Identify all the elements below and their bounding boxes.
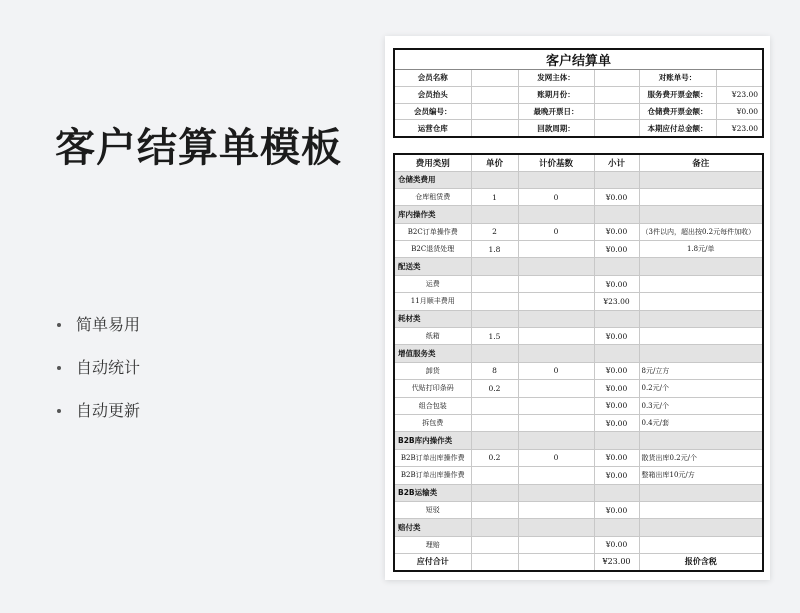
empty-cell	[639, 345, 763, 362]
header-value[interactable]	[594, 86, 639, 103]
fee-row	[394, 362, 763, 379]
fee-note[interactable]: 0.4元/套	[639, 414, 763, 431]
fee-base[interactable]	[518, 380, 594, 397]
feature-label: 自动统计	[76, 358, 141, 377]
col-header-category: 费用类别	[394, 154, 471, 171]
header-label: 会员编号：	[394, 103, 471, 120]
empty-cell	[471, 171, 518, 188]
empty-cell	[471, 258, 518, 275]
header-row	[394, 86, 763, 103]
empty-cell	[518, 345, 594, 362]
empty-cell	[639, 484, 763, 501]
fee-row	[394, 449, 763, 466]
category-row	[394, 432, 763, 449]
fee-base[interactable]	[518, 275, 594, 292]
feature-item	[55, 355, 140, 398]
fee-note[interactable]	[639, 188, 763, 205]
fee-subtotal: ¥0.00	[594, 536, 639, 553]
fee-name: B2C订单操作费	[394, 223, 471, 240]
col-header-base: 计价基数	[518, 154, 594, 171]
header-label: 账期月份：	[518, 86, 594, 103]
fee-subtotal: ¥0.00	[594, 501, 639, 518]
feature-label: 自动更新	[76, 401, 141, 420]
fee-subtotal: ¥0.00	[594, 188, 639, 205]
fee-note[interactable]	[639, 328, 763, 345]
fee-row	[394, 414, 763, 431]
category-label: B2B运输类	[394, 484, 471, 501]
header-value[interactable]	[471, 70, 518, 87]
fee-row	[394, 380, 763, 397]
fee-price[interactable]	[471, 501, 518, 518]
fee-note[interactable]: 散货出库0.2元/个	[639, 449, 763, 466]
sheet-header-table	[393, 48, 764, 138]
fee-note[interactable]	[639, 501, 763, 518]
fee-subtotal: ¥0.00	[594, 223, 639, 240]
fee-name: 运费	[394, 275, 471, 292]
empty-cell	[594, 519, 639, 536]
col-header-subtotal: 小计	[594, 154, 639, 171]
fee-price[interactable]	[471, 536, 518, 553]
fee-subtotal: ¥0.00	[594, 467, 639, 484]
fee-note[interactable]: 0.2元/个	[639, 380, 763, 397]
fee-base[interactable]	[518, 501, 594, 518]
feature-label: 简单易用	[76, 315, 141, 334]
empty-cell	[471, 484, 518, 501]
category-row	[394, 310, 763, 327]
fee-price[interactable]: 0.2	[471, 380, 518, 397]
empty-cell	[518, 432, 594, 449]
fee-row	[394, 536, 763, 553]
fee-row	[394, 501, 763, 518]
sheet-title: 客户结算单	[394, 49, 763, 70]
category-label: 赔付类	[394, 519, 471, 536]
fee-name: B2C退货处理	[394, 241, 471, 258]
empty-cell	[471, 519, 518, 536]
header-label: 会员名称	[394, 70, 471, 87]
total-subtotal: ¥23.00	[594, 554, 639, 571]
fee-name: 卸货	[394, 362, 471, 379]
col-header-price: 单价	[471, 154, 518, 171]
empty-cell	[594, 310, 639, 327]
fee-name: 拆包费	[394, 414, 471, 431]
category-label: 仓储类费用	[394, 171, 471, 188]
fee-row	[394, 397, 763, 414]
empty-cell	[639, 171, 763, 188]
header-label: 会员抬头	[394, 86, 471, 103]
header-value[interactable]	[594, 120, 639, 137]
total-label: 应付合计	[394, 554, 471, 571]
fee-subtotal: ¥0.00	[594, 449, 639, 466]
header-row	[394, 103, 763, 120]
fee-base[interactable]	[518, 536, 594, 553]
fee-note[interactable]	[639, 275, 763, 292]
header-row	[394, 120, 763, 137]
category-row	[394, 345, 763, 362]
empty-cell	[639, 258, 763, 275]
empty-cell	[639, 310, 763, 327]
fee-base[interactable]	[518, 467, 594, 484]
header-value[interactable]	[594, 103, 639, 120]
fee-note[interactable]: （3件以内，超出按0.2元每件加收）	[639, 223, 763, 240]
header-value[interactable]	[594, 70, 639, 87]
fee-row	[394, 275, 763, 292]
header-value[interactable]: ¥0.00	[716, 103, 763, 120]
fee-note[interactable]: 8元/立方	[639, 362, 763, 379]
fee-base[interactable]	[518, 241, 594, 258]
fee-note[interactable]: 整箱出库10元/方	[639, 467, 763, 484]
fee-base[interactable]: 0	[518, 188, 594, 205]
fee-name: 理赔	[394, 536, 471, 553]
empty-cell	[518, 519, 594, 536]
fee-price[interactable]	[471, 275, 518, 292]
empty-cell	[639, 206, 763, 223]
fee-subtotal: ¥0.00	[594, 380, 639, 397]
header-value[interactable]	[471, 120, 518, 137]
fee-subtotal: ¥23.00	[594, 293, 639, 310]
fee-base[interactable]	[518, 293, 594, 310]
fee-base[interactable]: 0	[518, 223, 594, 240]
fee-note[interactable]: 0.3元/个	[639, 397, 763, 414]
fee-row	[394, 188, 763, 205]
fee-price[interactable]: 1.5	[471, 328, 518, 345]
category-label: 耗材类	[394, 310, 471, 327]
fee-name: 纸箱	[394, 328, 471, 345]
bullet-icon	[57, 323, 61, 327]
fee-name: 11月顺丰费用	[394, 293, 471, 310]
header-label: 最晚开票日：	[518, 103, 594, 120]
header-label: 运营仓库	[394, 120, 471, 137]
category-label: 增值服务类	[394, 345, 471, 362]
header-value[interactable]: ¥23.00	[716, 120, 763, 137]
fee-price[interactable]	[471, 467, 518, 484]
feature-item	[55, 398, 140, 441]
fee-base[interactable]: 0	[518, 449, 594, 466]
fee-name: B2B订单出库操作费	[394, 467, 471, 484]
fee-subtotal: ¥0.00	[594, 328, 639, 345]
empty-cell	[471, 206, 518, 223]
category-label: B2B库内操作类	[394, 432, 471, 449]
empty-cell	[594, 345, 639, 362]
header-value[interactable]	[716, 70, 763, 87]
category-row	[394, 484, 763, 501]
category-row	[394, 519, 763, 536]
col-header-note: 备注	[639, 154, 763, 171]
feature-item	[55, 312, 140, 355]
bullet-icon	[57, 409, 61, 413]
fee-name: 仓库租赁费	[394, 188, 471, 205]
empty-cell	[594, 432, 639, 449]
empty-cell	[471, 345, 518, 362]
category-label: 配送类	[394, 258, 471, 275]
header-value[interactable]: ¥23.00	[716, 86, 763, 103]
fee-price[interactable]	[471, 397, 518, 414]
fee-note[interactable]	[639, 536, 763, 553]
empty-cell	[471, 432, 518, 449]
template-title: 客户结算单模板	[55, 125, 342, 171]
fee-base[interactable]	[518, 397, 594, 414]
fee-note[interactable]	[639, 293, 763, 310]
settlement-sheet	[385, 36, 770, 580]
fee-subtotal: ¥0.00	[594, 397, 639, 414]
header-label: 对账单号：	[639, 70, 716, 87]
fee-table	[393, 153, 764, 572]
empty-cell	[471, 310, 518, 327]
empty-cell	[518, 484, 594, 501]
header-label: 发网主体：	[518, 70, 594, 87]
fee-subtotal: ¥0.00	[594, 362, 639, 379]
fee-subtotal: ¥0.00	[594, 414, 639, 431]
empty-cell	[518, 554, 594, 571]
header-label: 仓储费开票金额：	[639, 103, 716, 120]
empty-cell	[594, 484, 639, 501]
fee-subtotal: ¥0.00	[594, 241, 639, 258]
empty-cell	[639, 432, 763, 449]
header-value[interactable]	[471, 86, 518, 103]
category-row	[394, 258, 763, 275]
empty-cell	[518, 206, 594, 223]
fee-price[interactable]: 1	[471, 188, 518, 205]
bullet-icon	[57, 366, 61, 370]
header-label: 服务费开票金额：	[639, 86, 716, 103]
category-row	[394, 171, 763, 188]
category-label: 库内操作类	[394, 206, 471, 223]
fee-price[interactable]	[471, 414, 518, 431]
fee-row	[394, 223, 763, 240]
empty-cell	[518, 310, 594, 327]
category-row	[394, 206, 763, 223]
empty-cell	[471, 554, 518, 571]
fee-base[interactable]	[518, 414, 594, 431]
fee-name: B2B订单出库操作费	[394, 449, 471, 466]
header-label: 本期应付总金额：	[639, 120, 716, 137]
empty-cell	[594, 258, 639, 275]
total-note: 报价含税	[639, 554, 763, 571]
total-row	[394, 554, 763, 571]
fee-base[interactable]: 0	[518, 362, 594, 379]
fee-row	[394, 328, 763, 345]
empty-cell	[518, 258, 594, 275]
empty-cell	[518, 171, 594, 188]
header-row	[394, 70, 763, 87]
fee-row	[394, 241, 763, 258]
fee-row	[394, 467, 763, 484]
empty-cell	[639, 519, 763, 536]
fee-name: 短驳	[394, 501, 471, 518]
header-value[interactable]	[471, 103, 518, 120]
fee-base[interactable]	[518, 328, 594, 345]
fee-subtotal: ¥0.00	[594, 275, 639, 292]
fee-price[interactable]: 1.8	[471, 241, 518, 258]
fee-price[interactable]: 8	[471, 362, 518, 379]
fee-price[interactable]	[471, 293, 518, 310]
empty-cell	[594, 171, 639, 188]
fee-note[interactable]: 1.8元/单	[639, 241, 763, 258]
empty-cell	[594, 206, 639, 223]
fee-price[interactable]: 0.2	[471, 449, 518, 466]
fee-price[interactable]: 2	[471, 223, 518, 240]
fee-row	[394, 293, 763, 310]
fee-name: 组合包装	[394, 397, 471, 414]
header-label: 回款周期：	[518, 120, 594, 137]
feature-list	[55, 312, 140, 441]
fee-name: 代贴打印条码	[394, 380, 471, 397]
